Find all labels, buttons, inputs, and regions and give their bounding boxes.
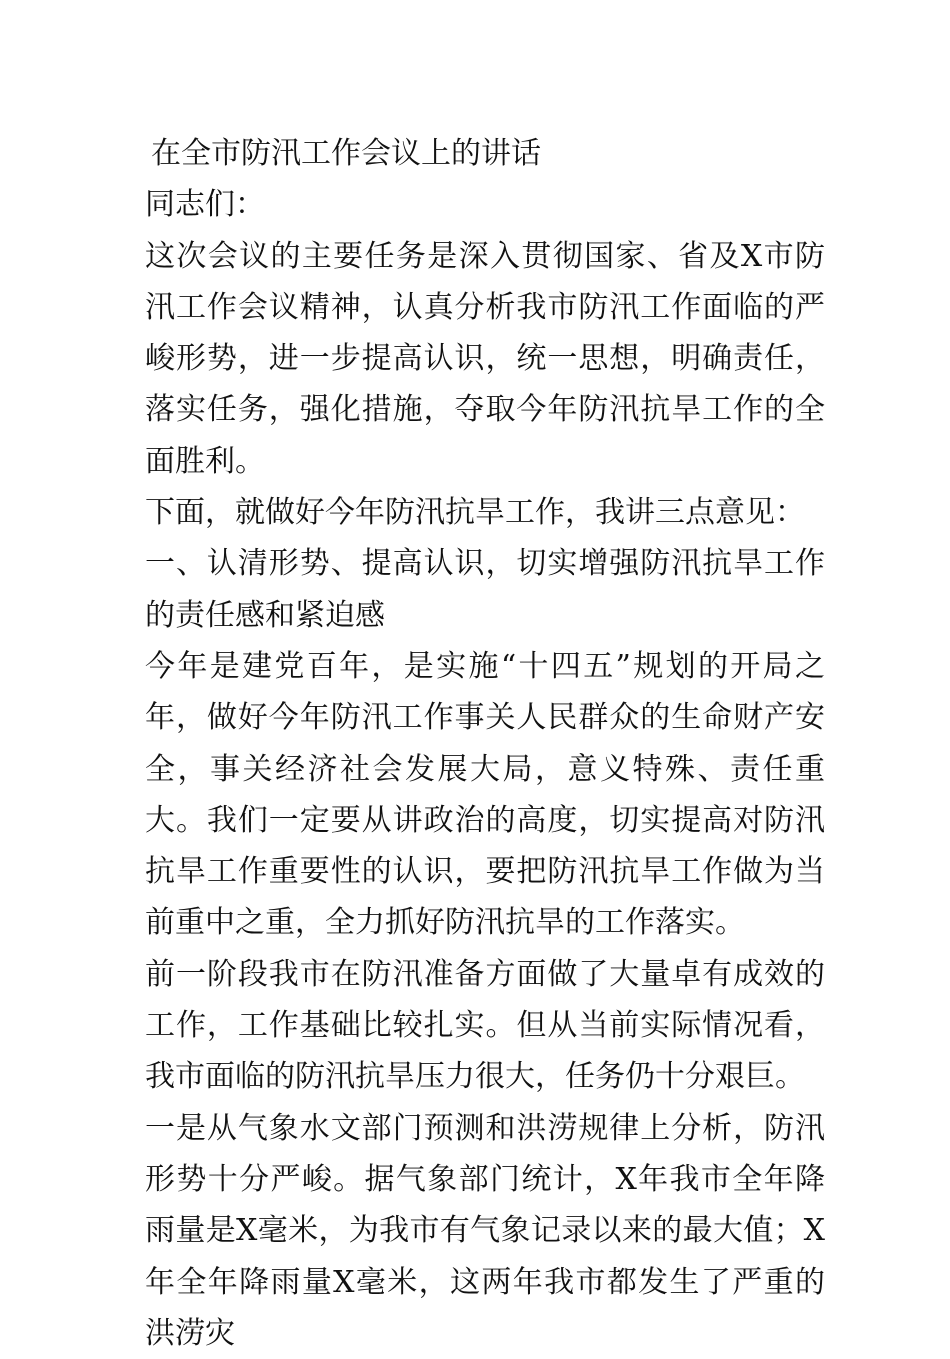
- paragraph-significance: 今年是建党百年，是实施“十四五”规划的开局之年，做好今年防汛工作事关人民群众的生命财产安全，事关经济社会发展大局，意义特殊、责任重大。我们一定要从讲政治的高度，切实提高对防汛抗旱工作重要性的认识，要把防汛抗旱工作做为当前重中之重，全力抓好防汛抗旱的工作落实。: [145, 648, 825, 941]
- paragraph-opening: 下面，就做好今年防汛抗旱工作，我讲三点意见：: [145, 495, 805, 531]
- document-title: 在全市防汛工作会议上的讲话: [151, 136, 541, 171]
- salutation: 同志们：: [145, 187, 265, 223]
- section-heading-1: 一、认清形势、提高认识，切实增强防汛抗旱工作的责任感和紧迫感: [145, 546, 825, 633]
- paragraph-preparation: 前一阶段我市在防汛准备方面做了大量卓有成效的工作，工作基础比较扎实。但从当前实际情况看，我市面临的防汛抗旱压力很大，任务仍十分艰巨。: [145, 956, 825, 1095]
- document-body: [145, 128, 825, 1359]
- paragraph-weather-analysis: 一是从气象水文部门预测和洪涝规律上分析，防汛形势十分严峻。据气象部门统计，X年我市全年降雨量是X毫米，为我市有气象记录以来的最大值；X年全年降雨量X毫米，这两年我市都发生了严重的洪涝灾: [145, 1110, 825, 1351]
- paragraph-intro: 这次会议的主要任务是深入贯彻国家、省及X市防汛工作会议精神，认真分析我市防汛工作面临的严峻形势，进一步提高认识，统一思想，明确责任，落实任务，强化措施，夺取今年防汛抗旱工作的全面胜利。: [145, 238, 825, 479]
